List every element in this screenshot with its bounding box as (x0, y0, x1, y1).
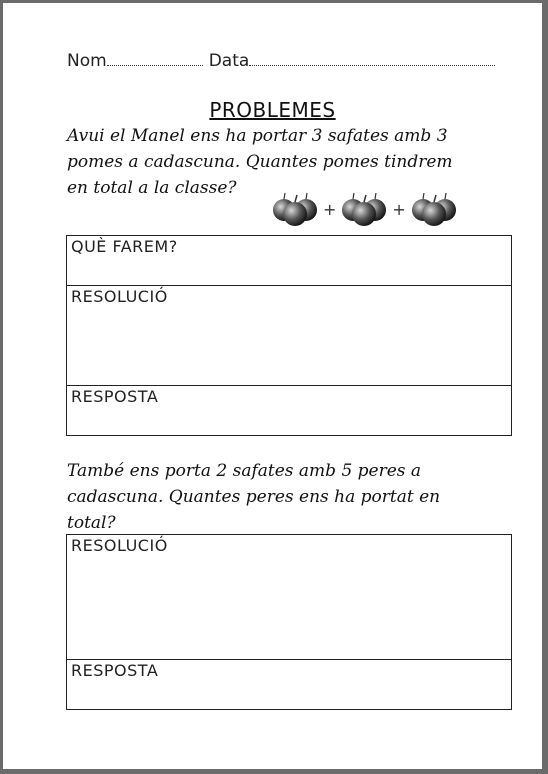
problem2-line: total? (67, 513, 116, 533)
que-farem-row[interactable] (67, 236, 511, 286)
page-title: PROBLEMES (209, 98, 336, 122)
nom-blank[interactable] (107, 55, 203, 66)
name-date-line (67, 51, 507, 71)
apples-icon (410, 190, 458, 228)
problem2-answer-box (66, 534, 512, 710)
resolucio-row[interactable] (67, 535, 511, 660)
apples-icon (271, 190, 319, 228)
problem2-text (67, 458, 497, 536)
problem1-line: pomes a cadascuna. Quantes pomes tindrem (67, 152, 453, 172)
resposta-row[interactable] (67, 386, 511, 436)
resposta-label: RESPOSTA (71, 387, 159, 406)
apples-icon (340, 190, 388, 228)
resposta-label: RESPOSTA (71, 661, 159, 680)
apples-illustration (271, 189, 458, 229)
problem1-line: Avui el Manel ens ha portar 3 safates amb 3 (67, 126, 448, 146)
resolucio-label: RESOLUCIÓ (71, 536, 168, 555)
problem1-answer-box (66, 235, 512, 436)
data-label: Data (208, 51, 250, 71)
problem1-line: en total a la classe? (67, 178, 237, 198)
plus-sign: + (392, 199, 406, 219)
plus-sign: + (323, 199, 337, 219)
worksheet-page (3, 3, 542, 769)
nom-label: Nom (67, 51, 107, 71)
problem2-line: cadascuna. Quantes peres ens ha portat en (67, 487, 441, 507)
resposta-row[interactable] (67, 660, 511, 710)
resolucio-label: RESOLUCIÓ (71, 287, 168, 306)
que-farem-label: QUÈ FAREM? (71, 237, 178, 256)
problem2-line: També ens porta 2 safates amb 5 peres a (67, 461, 422, 481)
resolucio-row[interactable] (67, 286, 511, 386)
data-blank[interactable] (249, 55, 495, 66)
